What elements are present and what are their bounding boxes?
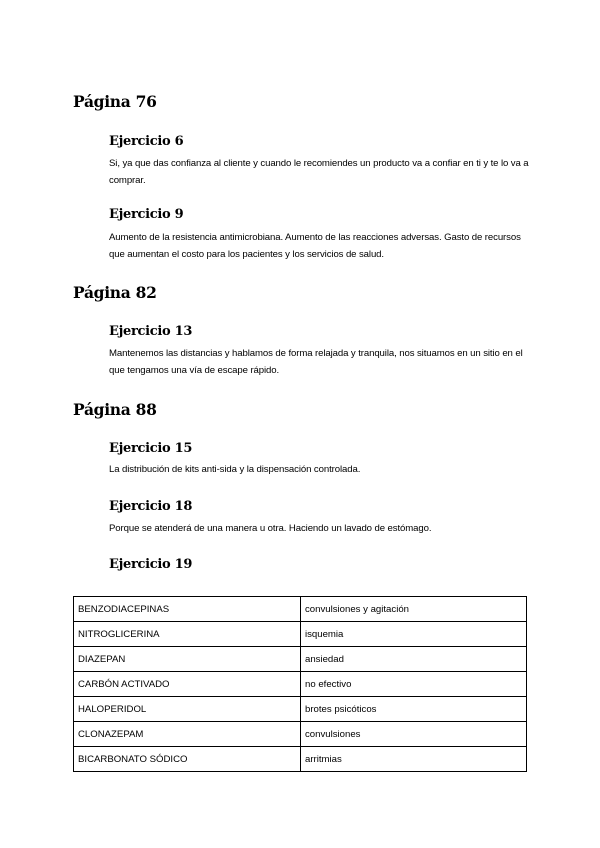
table-row	[74, 647, 527, 672]
table-row	[74, 722, 527, 747]
table-cell-effect: convulsiones y agitación	[301, 597, 527, 622]
exercise-title-9: Ejercicio 9	[109, 207, 184, 222]
exercise-title-19: Ejercicio 19	[109, 557, 193, 572]
page-heading-82: Página 82	[73, 283, 157, 302]
table-cell-drug: CLONAZEPAM	[74, 722, 301, 747]
table-cell-drug: BENZODIACEPINAS	[74, 597, 301, 622]
exercise-title-6: Ejercicio 6	[109, 134, 184, 149]
table-row	[74, 597, 527, 622]
table-cell-effect: arritmias	[301, 747, 527, 772]
exercise-title-18: Ejercicio 18	[109, 499, 193, 514]
exercise-answer-6: Si, ya que das confianza al cliente y cuando le recomiendes un producto va a confiar en ti y te lo va a comprar.	[109, 158, 529, 186]
exercise-title-15: Ejercicio 15	[109, 441, 193, 456]
exercise-answer-9: Aumento de la resistencia antimicrobiana. Aumento de las reacciones adversas. Gasto de recursos que aumentan el costo para los pacientes y los servicios de salud.	[109, 232, 521, 260]
table-cell-drug: DIAZEPAN	[74, 647, 301, 672]
table-cell-effect: convulsiones	[301, 722, 527, 747]
table-row	[74, 622, 527, 647]
exercise-title-13: Ejercicio 13	[109, 324, 193, 339]
table-cell-drug: CARBÓN ACTIVADO	[74, 672, 301, 697]
table-row	[74, 697, 527, 722]
drug-table	[73, 596, 527, 772]
exercise-answer-18: Porque se atenderá de una manera u otra. Haciendo un lavado de estómago.	[109, 523, 432, 534]
exercise-answer-13: Mantenemos las distancias y hablamos de forma relajada y tranquila, nos situamos en un sitio en el que tengamos una vía de escape rápido.	[109, 348, 523, 376]
table-cell-effect: no efectivo	[301, 672, 527, 697]
table-row	[74, 747, 527, 772]
exercise-answer-15: La distribución de kits anti-sida y la dispensación controlada.	[109, 464, 361, 475]
page-heading-76: Página 76	[73, 92, 157, 111]
table-cell-drug: NITROGLICERINA	[74, 622, 301, 647]
page-heading-88: Página 88	[73, 400, 157, 419]
table-row	[74, 672, 527, 697]
table-cell-drug: BICARBONATO SÓDICO	[74, 747, 301, 772]
table-cell-drug: HALOPERIDOL	[74, 697, 301, 722]
table-cell-effect: brotes psicóticos	[301, 697, 527, 722]
table-cell-effect: isquemia	[301, 622, 527, 647]
table-cell-effect: ansiedad	[301, 647, 527, 672]
